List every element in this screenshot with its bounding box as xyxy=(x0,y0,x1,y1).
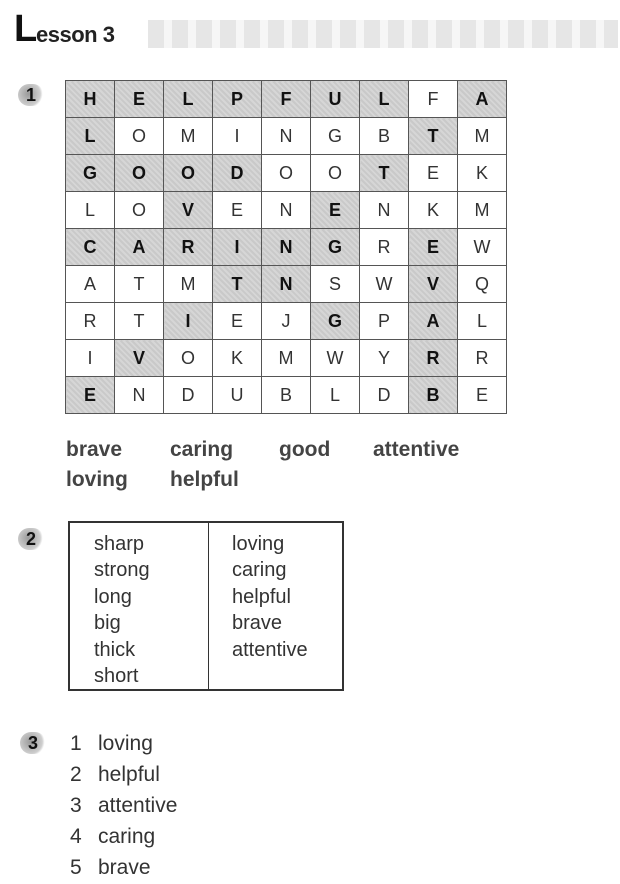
found-word: caring xyxy=(170,438,234,461)
grid-cell: R xyxy=(409,340,458,377)
lesson-header xyxy=(10,8,610,50)
grid-cell: W xyxy=(458,229,507,266)
grid-cell: L xyxy=(164,81,213,118)
list-item xyxy=(70,759,177,790)
found-word: helpful xyxy=(170,468,239,491)
grid-cell: A xyxy=(458,81,507,118)
exercise-3-number: 3 xyxy=(20,732,46,754)
grid-row xyxy=(66,229,507,266)
grid-cell: P xyxy=(213,81,262,118)
grid-row xyxy=(66,192,507,229)
grid-cell: E xyxy=(213,303,262,340)
found-word: good xyxy=(279,438,331,461)
grid-cell: K xyxy=(458,155,507,192)
grid-cell: D xyxy=(213,155,262,192)
grid-cell: L xyxy=(66,192,115,229)
grid-cell: A xyxy=(66,266,115,303)
grid-cell: A xyxy=(409,303,458,340)
grid-cell: V xyxy=(409,266,458,303)
grid-cell: B xyxy=(409,377,458,414)
item-word: helpful xyxy=(98,763,160,786)
grid-cell: G xyxy=(66,155,115,192)
found-word: loving xyxy=(66,468,128,491)
grid-cell: T xyxy=(409,118,458,155)
grid-cell: I xyxy=(164,303,213,340)
left-word: thick xyxy=(94,638,136,661)
grid-cell: N xyxy=(262,192,311,229)
grid-cell: N xyxy=(115,377,164,414)
item-word: loving xyxy=(98,732,153,755)
grid-cell: Y xyxy=(360,340,409,377)
item-number: 5 xyxy=(70,856,82,879)
grid-row xyxy=(66,377,507,414)
grid-cell: E xyxy=(115,81,164,118)
item-word: brave xyxy=(98,856,151,879)
grid-cell: N xyxy=(262,229,311,266)
grid-cell: E xyxy=(409,155,458,192)
item-word: caring xyxy=(98,825,156,848)
right-word: brave xyxy=(232,612,283,635)
grid-cell: J xyxy=(262,303,311,340)
grid-row xyxy=(66,340,507,377)
grid-cell: M xyxy=(458,118,507,155)
header-banner-decoration xyxy=(148,20,618,48)
grid-cell: C xyxy=(66,229,115,266)
grid-cell: V xyxy=(115,340,164,377)
grid-cell: T xyxy=(360,155,409,192)
grid-cell: E xyxy=(409,229,458,266)
grid-cell: O xyxy=(164,340,213,377)
grid-cell: F xyxy=(409,81,458,118)
grid-cell: E xyxy=(213,192,262,229)
left-word: strong xyxy=(94,559,150,582)
item-number: 3 xyxy=(70,794,82,817)
grid-cell: G xyxy=(311,229,360,266)
grid-cell: L xyxy=(311,377,360,414)
grid-cell: R xyxy=(360,229,409,266)
left-column xyxy=(94,531,150,689)
grid-cell: E xyxy=(311,192,360,229)
grid-cell: E xyxy=(458,377,507,414)
grid-cell: R xyxy=(164,229,213,266)
grid-cell: O xyxy=(262,155,311,192)
answer-list xyxy=(70,728,177,883)
list-item xyxy=(70,821,177,852)
item-number: 2 xyxy=(70,763,82,786)
grid-row xyxy=(66,266,507,303)
grid-cell: T xyxy=(115,303,164,340)
grid-cell: M xyxy=(164,266,213,303)
grid-cell: I xyxy=(213,118,262,155)
right-word: loving xyxy=(232,533,285,555)
grid-cell: L xyxy=(458,303,507,340)
grid-cell: R xyxy=(458,340,507,377)
right-word: helpful xyxy=(232,585,291,608)
grid-row xyxy=(66,81,507,118)
list-item xyxy=(70,790,177,821)
grid-cell: S xyxy=(311,266,360,303)
grid-cell: K xyxy=(213,340,262,377)
grid-cell: O xyxy=(115,192,164,229)
left-word: long xyxy=(94,585,132,608)
lesson-big-letter: L xyxy=(14,8,38,50)
grid-cell: O xyxy=(311,155,360,192)
grid-cell: R xyxy=(66,303,115,340)
grid-cell: O xyxy=(115,118,164,155)
grid-cell: M xyxy=(458,192,507,229)
grid-cell: Q xyxy=(458,266,507,303)
grid-cell: E xyxy=(66,377,115,414)
grid-cell: U xyxy=(213,377,262,414)
grid-cell: M xyxy=(164,118,213,155)
grid-cell: D xyxy=(360,377,409,414)
grid-cell: T xyxy=(213,266,262,303)
grid-cell: K xyxy=(409,192,458,229)
exercise-2-number: 2 xyxy=(18,528,44,550)
grid-row xyxy=(66,118,507,155)
grid-cell: A xyxy=(115,229,164,266)
word-search-grid xyxy=(65,80,507,414)
grid-cell: M xyxy=(262,340,311,377)
grid-cell: B xyxy=(262,377,311,414)
list-item xyxy=(70,728,177,759)
lesson-title: esson 3 xyxy=(36,22,115,47)
grid-cell: I xyxy=(213,229,262,266)
grid-cell: W xyxy=(360,266,409,303)
adjectives-table xyxy=(68,521,344,691)
grid-cell: T xyxy=(115,266,164,303)
grid-cell: W xyxy=(311,340,360,377)
grid-cell: O xyxy=(164,155,213,192)
grid-cell: N xyxy=(262,118,311,155)
grid-cell: F xyxy=(262,81,311,118)
grid-cell: O xyxy=(115,155,164,192)
grid-cell: B xyxy=(360,118,409,155)
grid-cell: V xyxy=(164,192,213,229)
grid-cell: N xyxy=(262,266,311,303)
grid-cell: H xyxy=(66,81,115,118)
grid-cell: L xyxy=(66,118,115,155)
right-word: caring xyxy=(232,559,287,582)
grid-cell: N xyxy=(360,192,409,229)
grid-cell: U xyxy=(311,81,360,118)
left-word: sharp xyxy=(94,533,145,555)
exercise-1-number: 1 xyxy=(18,84,44,106)
found-word: brave xyxy=(66,438,123,461)
left-word: short xyxy=(94,665,139,688)
grid-cell: I xyxy=(66,340,115,377)
grid-row xyxy=(66,155,507,192)
right-word: attentive xyxy=(232,638,308,661)
item-number: 4 xyxy=(70,825,82,848)
grid-cell: G xyxy=(311,118,360,155)
item-number: 1 xyxy=(70,732,82,755)
grid-cell: D xyxy=(164,377,213,414)
found-word: attentive xyxy=(373,438,460,461)
grid-row xyxy=(66,303,507,340)
grid-cell: G xyxy=(311,303,360,340)
item-word: attentive xyxy=(98,794,178,817)
list-item xyxy=(70,852,177,883)
grid-cell: L xyxy=(360,81,409,118)
left-word: big xyxy=(94,612,121,635)
right-column xyxy=(232,531,308,663)
grid-cell: P xyxy=(360,303,409,340)
table-divider xyxy=(208,523,209,689)
